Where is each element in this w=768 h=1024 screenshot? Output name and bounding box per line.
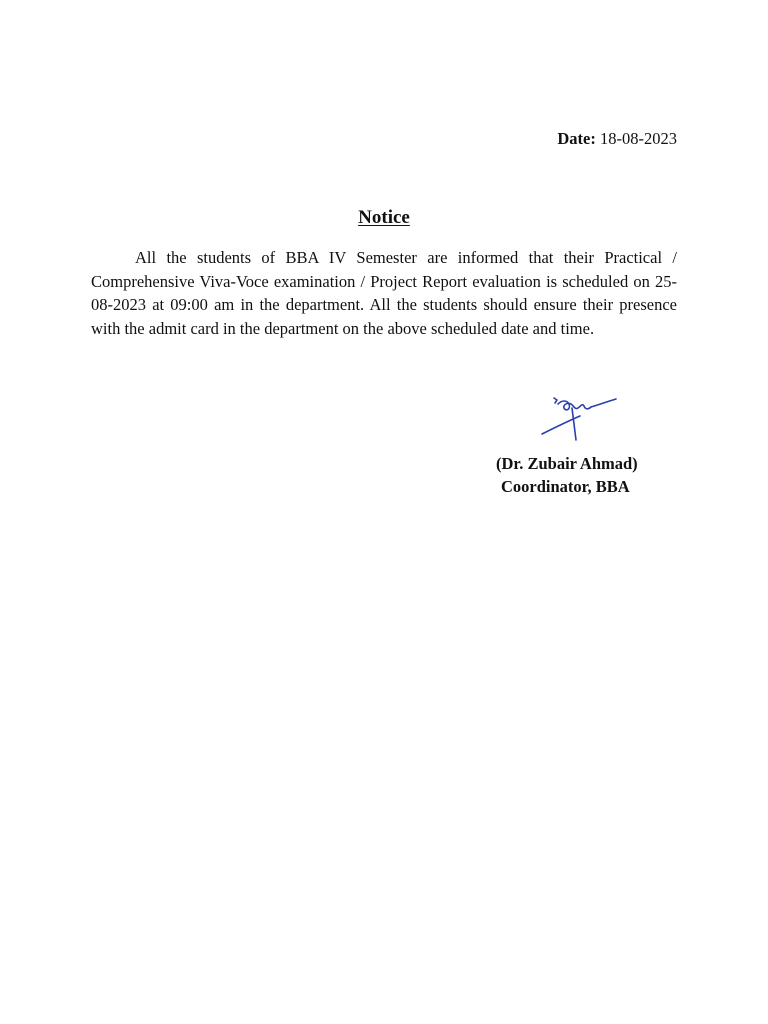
notice-body: All the students of BBA IV Semester are informed that their Practical / Comprehensive Viva-Voce examination / Project Report evaluation is scheduled on 25-08-2023 at 09:00 am in the department. All the students should ensure their presence with the admit card in the department on the above scheduled date and time. xyxy=(91,248,677,338)
signatory-designation: Coordinator, BBA xyxy=(501,477,630,496)
date-label: Date: xyxy=(557,129,596,148)
date-value: 18-08-2023 xyxy=(600,129,677,148)
handwritten-signature xyxy=(536,390,620,446)
date-line xyxy=(557,129,677,149)
notice-title: Notice xyxy=(358,207,410,228)
signatory-name: (Dr. Zubair Ahmad) xyxy=(496,454,638,473)
